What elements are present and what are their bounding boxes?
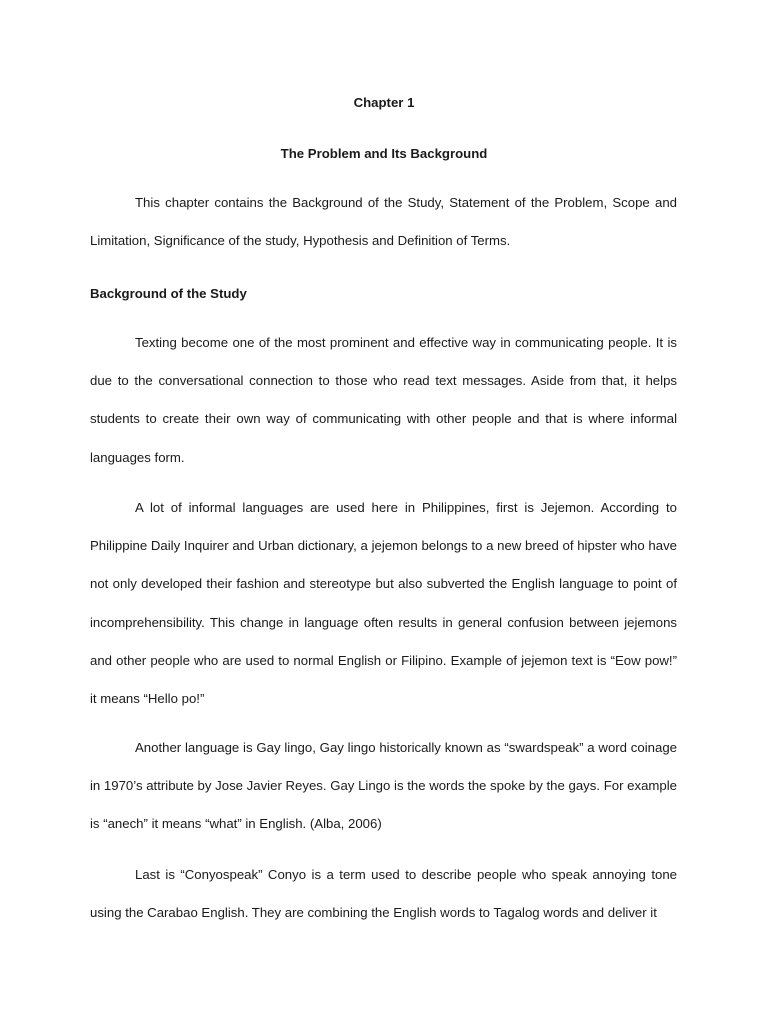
section-heading: Background of the Study: [90, 286, 247, 301]
body-paragraph-conyospeak: Last is “Conyospeak” Conyo is a term used to describe people who speak annoying tone using the Carabao English. They are combining the English words to Tagalog words and deliver it: [90, 867, 677, 921]
chapter-label: Chapter 1: [353, 95, 415, 110]
body-paragraph-texting: Texting become one of the most prominent and effective way in communicating people. It is due to the conversational connection to those who read text messages. Aside from that, it helps students to create their own way of communicating with other people and that is where informal languages form.: [90, 335, 677, 465]
chapter-title: The Problem and Its Background: [280, 146, 488, 161]
body-paragraph-gay-lingo: Another language is Gay lingo, Gay lingo historically known as “swardspeak” a word coinage in 1970’s attribute by Jose Javier Reyes. Gay Lingo is the words the spoke by the gays. For example is “anech” it means “what” in English. (Alba, 2006): [90, 740, 677, 832]
body-paragraph-jejemon: A lot of informal languages are used here in Philippines, first is Jejemon. According to Philippine Daily Inquirer and Urban dictionary, a jejemon belongs to a new breed of hipster who have not only developed their fashion and stereotype but also subverted the English language to point of incomprehensibility. This change in language often results in general confusion between jejemons and other people who are used to normal English or Filipino. Example of jejemon text is “Eow pow!” it means “Hello po!”: [90, 500, 677, 707]
intro-paragraph: This chapter contains the Background of the Study, Statement of the Problem, Scope and Limitation, Significance of the study, Hypothesis and Definition of Terms.: [90, 195, 677, 249]
